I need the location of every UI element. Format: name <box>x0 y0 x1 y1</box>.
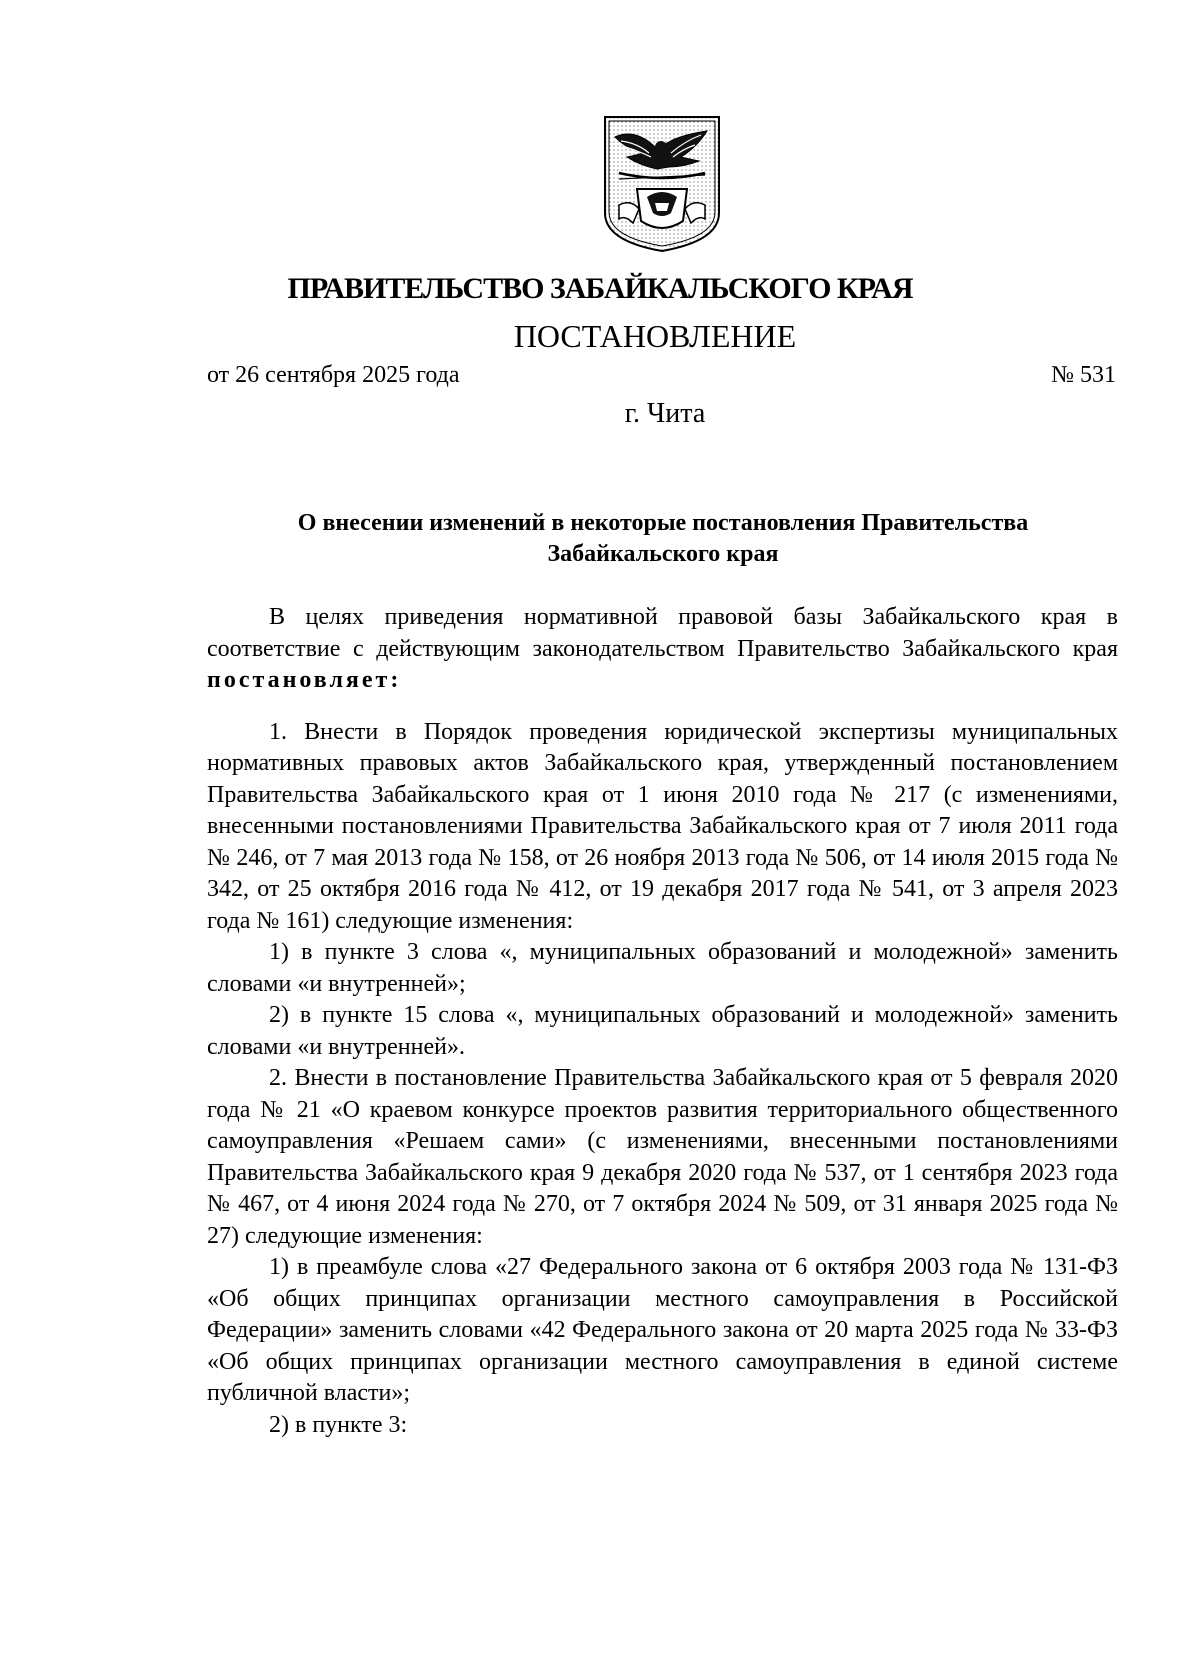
decides-word: постановляет: <box>207 667 402 693</box>
paragraph-1-subitem-2: 2) в пункте 15 слова «, муниципальных образований и молодежной» заменить словами «и внутренней». <box>207 1002 1118 1060</box>
document-number: № 531 <box>1051 362 1116 388</box>
paragraph-1-subitem-1: 1) в пункте 3 слова «, муниципальных образований и молодежной» заменить словами «и внутренней»; <box>207 939 1118 997</box>
paragraph-2: 2. Внести в постановление Правительства Забайкальского края от 5 февраля 2020 года № 21 «О краевом конкурсе проектов развития территориального общественного самоуправления «Решаем сами» (с изменениями, внесенными постановлениями Правительства Забайкальского края 9 декабря 2020 года № 537, от 1 сентября 2023 года № 467, от 4 июня 2024 года № 270, от 7 октября 2024 № 509, от 31 января 2025 года № 27) следующие изменения: <box>207 1065 1118 1249</box>
preamble-text: В целях приведения нормативной правовой базы Забайкальского края в соответствие с действующим законодательством Правительство Забайкальского края <box>207 604 1118 662</box>
paragraph-1: 1. Внести в Порядок проведения юридической экспертизы муниципальных нормативных правовых актов Забайкальского края, утвержденный постановлением Правительства Забайкальского края от 1 июня 2010 года № 217 (с изменениями, внесенными постановлениями Правительства Забайкальского края от 7 июля 2011 года № 246, от 7 мая 2013 года № 158, от 26 ноября 2013 года № 506, от 14 июля 2015 года № 342, от 25 октября 2016 года № 412, от 19 декабря 2017 года № 541, от 3 апреля 2023 года № 161) следующие изменения: <box>207 718 1118 934</box>
document-subject: О внесении изменений в некоторые постановления Правительства Забайкальского края <box>297 510 1029 567</box>
document-city: г. Чита <box>624 398 706 429</box>
document-body <box>207 602 1118 1441</box>
coat-of-arms-icon <box>597 113 727 253</box>
government-title: ПРАВИТЕЛЬСТВО ЗАБАЙКАЛЬСКОГО КРАЯ <box>287 272 913 305</box>
document-date: от 26 сентября 2025 года <box>207 362 460 388</box>
preamble-paragraph <box>207 602 1118 697</box>
paragraph-2-subitem-2: 2) в пункте 3: <box>269 1411 408 1438</box>
document-type: ПОСТАНОВЛЕНИЕ <box>513 318 797 354</box>
paragraph-2-subitem-1: 1) в преамбуле слова «27 Федерального закона от 6 октября 2003 года № 131-ФЗ «Об общих принципах организации местного самоуправления в Российской Федерации» заменить словами «42 Федерального закона от 20 марта 2025 года № 33-ФЗ «Об общих принципах организации местного самоуправления в единой системе публичной власти»; <box>207 1254 1118 1406</box>
coat-of-arms-emblem <box>597 113 727 253</box>
